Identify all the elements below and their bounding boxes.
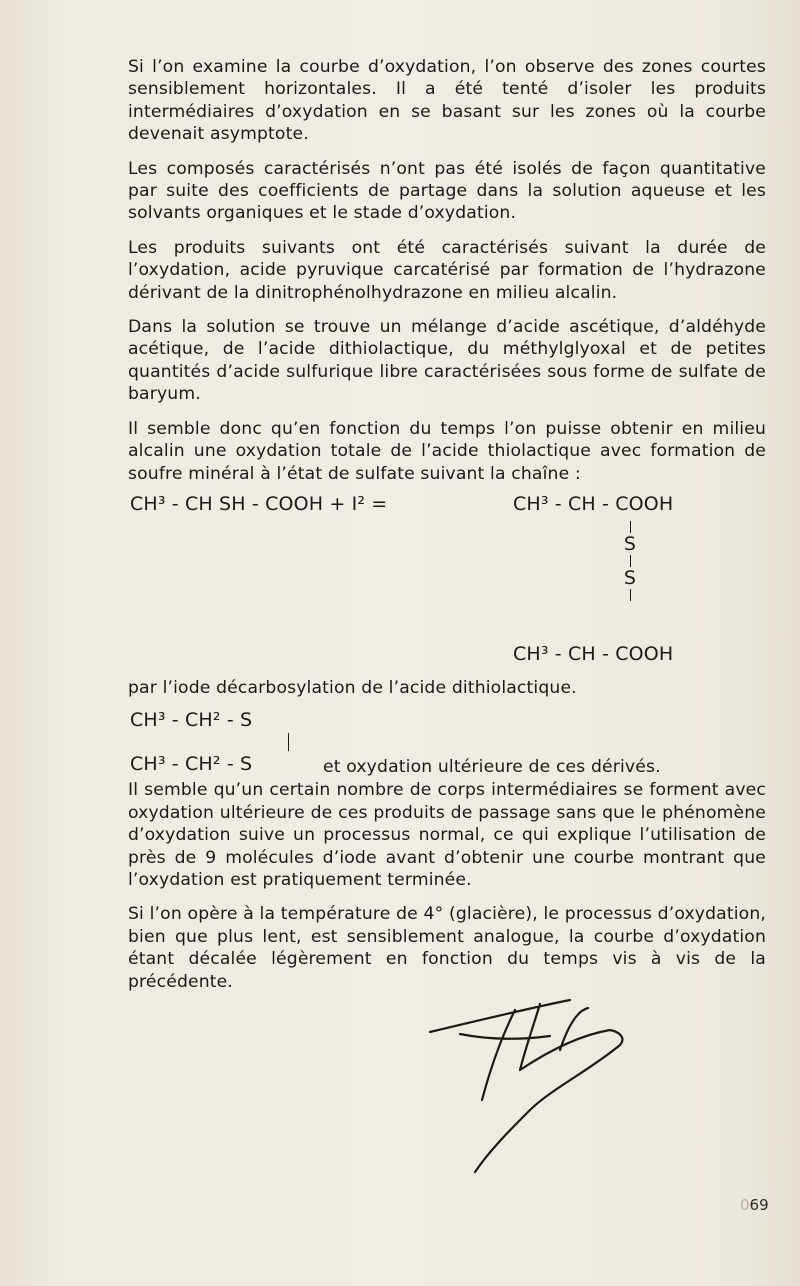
disulfide-line: CH³ - CH² - S — [130, 709, 253, 732]
equation-right-top: CH³ - CH - COOH — [513, 492, 674, 515]
paragraph: Les composés caractérisés n’ont pas été isolés de façon quantitative par suite des coefficients de partage dans la solution aqueuse et les solvants organiques et le stade d’oxydation. — [128, 158, 766, 224]
paragraph: par l’iode décarbosylation de l’acide dithiolactique. — [128, 677, 577, 698]
equation-left: CH³ - CH SH - COOH + I² = — [130, 492, 388, 515]
paragraph: Il semble qu’un certain nombre de corps intermédiaires se forment avec oxydation ultérieure de ces produits de passage sans que le phénomène d’oxydation suive un processus normal, ce qui explique l’utilisation de près de 9 molécules d’iode avant d’obtenir une courbe montrant que l’oxydation est pratiquement terminée. — [128, 780, 766, 890]
paragraph: Il semble donc qu’en fonction du temps l’on puisse obtenir en milieu alcalin une oxydation totale de l’acide thiolactique avec formation de soufre minéral à l’état de sulfate suivant la chaîne : — [128, 418, 766, 484]
disulfide-line: CH³ - CH² - S — [130, 753, 253, 776]
paragraph: Si l’on examine la courbe d’oxydation, l’on observe des zones courtes sensiblement horizontales. Il a été tenté d’isoler les produits intermédiaires d’oxydation en se basant sur les zones où la courbe devenait asymptote. — [128, 57, 766, 145]
sulfur-atom: S — [623, 532, 637, 555]
paragraph: Les produits suivants ont été caractérisés suivant la durée de l’oxydation, acide pyruvique carcatérisé par formation de l’hydrazone dérivant de la dinitrophénolhydrazone en milieu alcalin. — [128, 237, 766, 303]
equation-right-bottom: CH³ - CH - COOH — [513, 642, 674, 665]
sulfur-chain — [610, 521, 650, 601]
body-text — [128, 56, 766, 1005]
page-number: 069 — [740, 1196, 769, 1214]
handwritten-signature — [420, 990, 640, 1180]
paragraph: Si l’on opère à la température de 4° (glacière), le processus d’oxydation, bien que plus lent, est sensiblement analogue, la courbe d’oxydation étant décalée légèrement en fonction du temps vis à vis de la précédente. — [128, 904, 766, 992]
oxidation-equation — [128, 491, 766, 671]
disulfide-tail: et oxydation ultérieure de ces dérivés. — [323, 757, 661, 778]
disulfide-formula — [128, 707, 766, 779]
sulfur-atom: S — [623, 566, 637, 589]
paragraph: Dans la solution se trouve un mélange d’acide ascétique, d’aldéhyde acétique, de l’acide dithiolactique, du méthylglyoxal et de petites quantités d’acide sulfurique libre caractérisées sous forme de sulfate de baryum. — [128, 317, 766, 405]
